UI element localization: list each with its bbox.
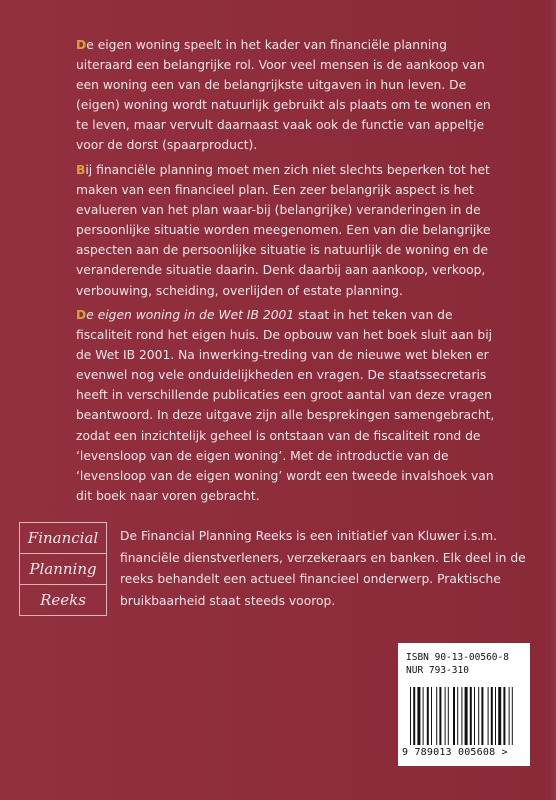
paragraph-text: staat in het teken van de fiscaliteit rond het eigen huis. De opbouw van het boek sluit aan bij de Wet IB 2001. Na inwerking-treding van de nieuwe wet bleken er evenwel nog vele onduidelijkheden en vragen. De staatssecretaris heeft in verschillende publicaties een groot aantal van deze vragen beantwoord. In deze uitgave zijn alle besprekingen samengebracht, zodat een inzichtelijk geheel is ontstaan van de fiscaliteit rond de ‘levensloop van de eigen woning’. Met de introductie van de ‘levensloop van de eigen woning’ wordt een tweede invalshoek van dit boek naar voren gebracht. — [76, 308, 495, 503]
series-logo-line: Planning — [20, 554, 106, 585]
barcode-panel — [398, 643, 530, 766]
paragraph-text: ij financiële planning moet men zich niet slechts beperken tot het maken van een financieel plan. Een zeer belangrijk aspect is het evalueren van het plan waar-bij (belangrijke) veranderingen in de persoonlijke situatie worden meegenomen. Een van die belangrijke aspecten aan de persoonlijke situatie is natuurlijk de woning en de veranderende situatie daarin. Denk daarbij aan aankoop, verkoop, verbouwing, scheiding, overlijden of estate planning. — [76, 163, 491, 298]
series-logo-box — [19, 522, 107, 616]
book-title: e eigen woning in de Wet IB 2001 — [86, 308, 295, 322]
series-logo-line: Reeks — [40, 591, 86, 609]
isbn-block — [406, 651, 509, 677]
book-paragraph — [76, 305, 496, 506]
drop-letter: B — [76, 163, 86, 177]
nur-code: NUR 793-310 — [406, 665, 469, 676]
intro-paragraph — [76, 35, 496, 156]
series-description: De Financial Planning Reeks is een initiatief van Kluwer i.s.m. financiële dienstverleners, verzekeraars en banken. Elk deel in de reeks behandelt een actueel financieel onderwerp. Praktische bruikbaarheid staat steeds voorop. — [120, 529, 526, 608]
barcode-digits: 9 789013 005608 > — [402, 747, 508, 758]
cover-edge — [550, 0, 556, 800]
planning-paragraph — [76, 160, 496, 301]
paragraph-text: e eigen woning speelt in het kader van financiële planning uiteraard een belangrijke rol. Voor veel mensen is de aankoop van een woning een van de belangrijkste uitgaven in hun leven. De (eigen) woning wordt natuurlijk gebruikt als plaats om te wonen en te leven, maar vervult daarnaast vaak ook de functie van appeltje voor de dorst (spaarproduct). — [76, 38, 491, 153]
drop-letter: D — [76, 308, 87, 322]
drop-letter: D — [76, 38, 87, 52]
isbn-number: ISBN 90-13-00560-8 — [406, 652, 509, 663]
barcode-icon — [410, 687, 516, 745]
series-logo-line: Financial — [20, 523, 106, 554]
